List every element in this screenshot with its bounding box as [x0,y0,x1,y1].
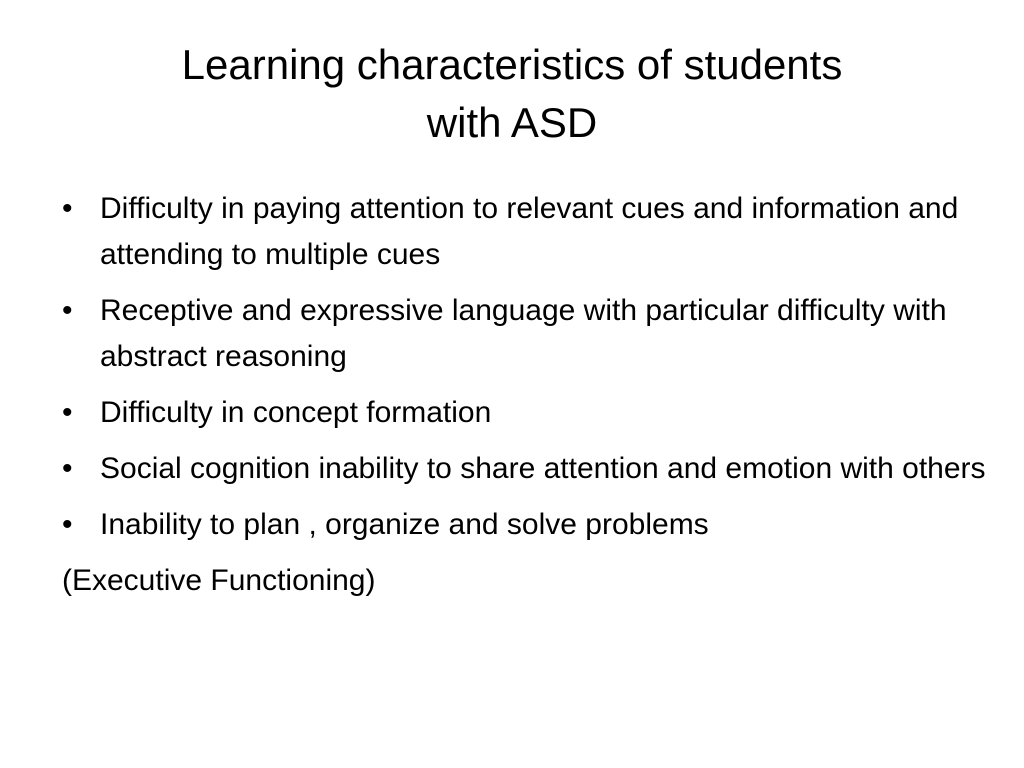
bullet-text: Difficulty in concept formation [100,396,492,429]
bullet-dot-icon: • [62,192,73,225]
slide-title-line-1: Learning characteristics of students [181,41,843,88]
slide-title [60,36,964,152]
bullet-item-language [62,288,992,380]
bullet-dot-icon: • [62,294,73,327]
bullet-dot-icon: • [62,396,73,429]
slide-title-line-2: with ASD [426,99,598,146]
bullet-item-social-cognition [62,446,992,492]
bullet-list [62,186,992,548]
executive-functioning-note: (Executive Functioning) [62,564,376,597]
bullet-dot-icon: • [62,508,73,541]
slide-body [62,186,992,604]
bullet-text: Inability to plan , organize and solve problems [100,508,709,541]
bullet-item-concept-formation [62,390,992,436]
bullet-item-attention [62,186,992,278]
bullet-text: Social cognition inability to share attention and emotion with others [100,452,986,485]
bullet-text: Difficulty in paying attention to relevant cues and information and attending to multiple cues [100,192,959,271]
bullet-item-planning [62,502,992,548]
bullet-dot-icon: • [62,452,73,485]
bullet-text: Receptive and expressive language with particular difficulty with abstract reasoning [100,294,947,373]
